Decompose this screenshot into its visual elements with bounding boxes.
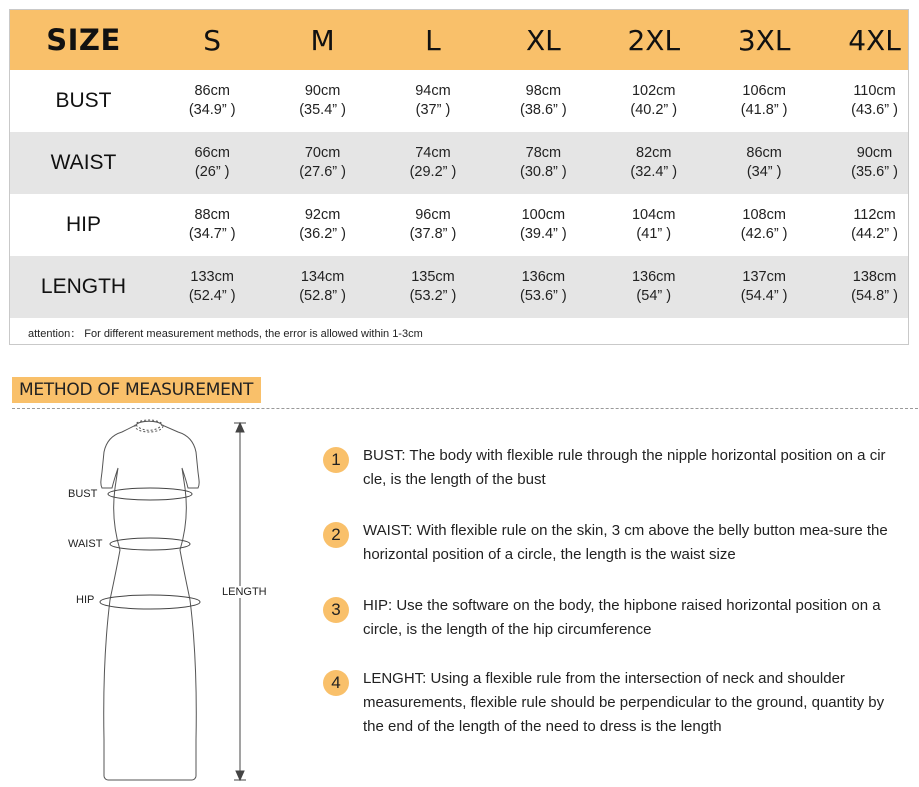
measurement-cell [267,82,377,120]
hip-label: HIP [76,594,95,606]
size-header-row [10,10,908,70]
cm-value: 137cm [742,269,786,285]
measurement-cell [267,206,377,244]
size-chart-table [9,9,909,345]
step-bust [323,444,908,492]
measurement-cell [599,82,709,120]
inch-value: (34.9” ) [188,102,236,118]
row-label: LENGTH [40,275,127,298]
step-text: BUST: The body with flexible rule through the nipple horizontal position on a cir cle, is the length of the bust [363,447,886,488]
inch-value: (34.7” ) [188,226,236,242]
measurement-cell [157,206,267,244]
cm-value: 108cm [742,207,786,223]
cm-value: 88cm [194,207,230,223]
inch-value: (52.4” ) [188,288,236,304]
cm-value: 78cm [525,145,562,161]
measurement-cell [488,144,598,182]
bust-label: BUST [68,488,98,500]
measurement-cell [819,82,919,120]
inch-value: (37” ) [415,102,451,118]
step-hip [323,594,908,642]
inch-value: (41” ) [636,226,672,242]
cm-value: 133cm [190,269,234,285]
cm-value: 90cm [856,145,893,161]
cm-value: 136cm [631,269,676,285]
cm-value: 136cm [521,269,566,285]
measurement-cell [378,82,488,120]
inch-value: (34” ) [746,164,782,180]
inch-value: (39.4” ) [519,226,567,242]
size-header-cell: L [425,23,441,57]
step-number-badge: 4 [323,670,349,696]
cm-value: 98cm [525,83,562,99]
table-note: attention： For different measurement methods, the error is allowed within 1-3cm [28,327,423,340]
measurement-cell [599,144,709,182]
dress-measurement-figure [0,410,300,782]
measurement-cell [819,206,919,244]
inch-value: (43.6” ) [851,102,898,118]
measurement-cell [267,268,377,306]
step-length [323,667,908,739]
inch-value: (37.8” ) [409,226,457,242]
measurement-cell [599,206,709,244]
waist-label: WAIST [68,538,103,550]
measurement-cell [709,268,819,306]
inch-value: (53.6” ) [519,288,567,304]
inch-value: (54.4” ) [740,288,788,304]
step-text: WAIST: With flexible rule on the skin, 3 cm above the belly button mea-sure the horizontal position of a circle, the length is the waist size [363,522,888,563]
size-header-cell: SIZE [46,23,121,57]
step-waist [323,519,908,567]
measurement-cell [709,82,819,120]
size-row-bust [10,70,908,132]
row-label: BUST [55,89,112,112]
cm-value: 82cm [636,145,672,161]
measurement-cell [378,144,488,182]
measurement-cell [709,144,819,182]
inch-value: (54” ) [636,288,672,304]
cm-value: 134cm [300,269,345,285]
cm-value: 74cm [415,145,451,161]
measurement-cell [488,206,598,244]
size-header-cell: 2XL [627,23,681,57]
inch-value: (53.2” ) [409,288,457,304]
inch-value: (52.8” ) [299,288,346,304]
inch-value: (32.4” ) [630,164,678,180]
cm-value: 90cm [304,83,341,99]
measurement-cell [378,268,488,306]
size-header-cell: XL [525,23,561,57]
inch-value: (29.2” ) [409,164,457,180]
size-header-cell: M [310,23,335,57]
cm-value: 92cm [304,207,341,223]
cm-value: 66cm [194,145,230,161]
cm-value: 135cm [411,269,455,285]
method-title: METHOD OF MEASUREMENT [12,377,261,403]
inch-value: (27.6” ) [299,164,346,180]
cm-value: 106cm [742,83,786,99]
cm-value: 96cm [415,207,451,223]
cm-value: 112cm [853,207,896,223]
step-number-badge: 1 [323,447,349,473]
inch-value: (42.6” ) [740,226,788,242]
size-header-cell: S [203,23,222,57]
cm-value: 110cm [853,83,896,99]
section-divider [12,408,918,409]
inch-value: (54.8” ) [851,288,898,304]
row-label: HIP [65,213,101,236]
cm-value: 86cm [746,145,782,161]
measurement-cell [819,144,919,182]
cm-value: 94cm [415,83,451,99]
step-number-badge: 3 [323,597,349,623]
measurement-cell [157,268,267,306]
measurement-cell [599,268,709,306]
size-row-waist [10,132,908,194]
size-row-length [10,256,908,318]
step-text: HIP: Use the software on the body, the hipbone raised horizontal position on a circle, is the length of the hip circumference [363,597,881,638]
measurement-cell [709,206,819,244]
measurement-cell [488,268,598,306]
cm-value: 104cm [631,207,676,223]
inch-value: (44.2” ) [851,226,898,242]
size-header-cell: 3XL [737,23,791,57]
measurement-cell [488,82,598,120]
size-row-hip [10,194,908,256]
step-number-badge: 2 [323,522,349,548]
step-text: LENGHT: Using a flexible rule from the intersection of neck and shoulder measurements, flexible rule should be perpendicular to the ground, quantity by the end of the length of the need to dress is the length [363,670,885,735]
cm-value: 102cm [631,83,676,99]
row-label: WAIST [50,151,117,174]
measurement-cell [157,144,267,182]
inch-value: (26” ) [194,164,230,180]
size-header-cell: 4XL [848,23,901,57]
cm-value: 138cm [852,269,897,285]
inch-value: (41.8” ) [740,102,788,118]
inch-value: (35.4” ) [299,102,346,118]
measurement-cell [157,82,267,120]
inch-value: (40.2” ) [630,102,678,118]
cm-value: 100cm [521,207,566,223]
inch-value: (30.8” ) [519,164,567,180]
cm-value: 86cm [194,83,230,99]
inch-value: (36.2” ) [299,226,346,242]
length-label: LENGTH [222,586,267,598]
measurement-cell [267,144,377,182]
inch-value: (38.6” ) [519,102,567,118]
measurement-cell [819,268,919,306]
cm-value: 70cm [304,145,341,161]
inch-value: (35.6” ) [851,164,898,180]
measurement-cell [378,206,488,244]
